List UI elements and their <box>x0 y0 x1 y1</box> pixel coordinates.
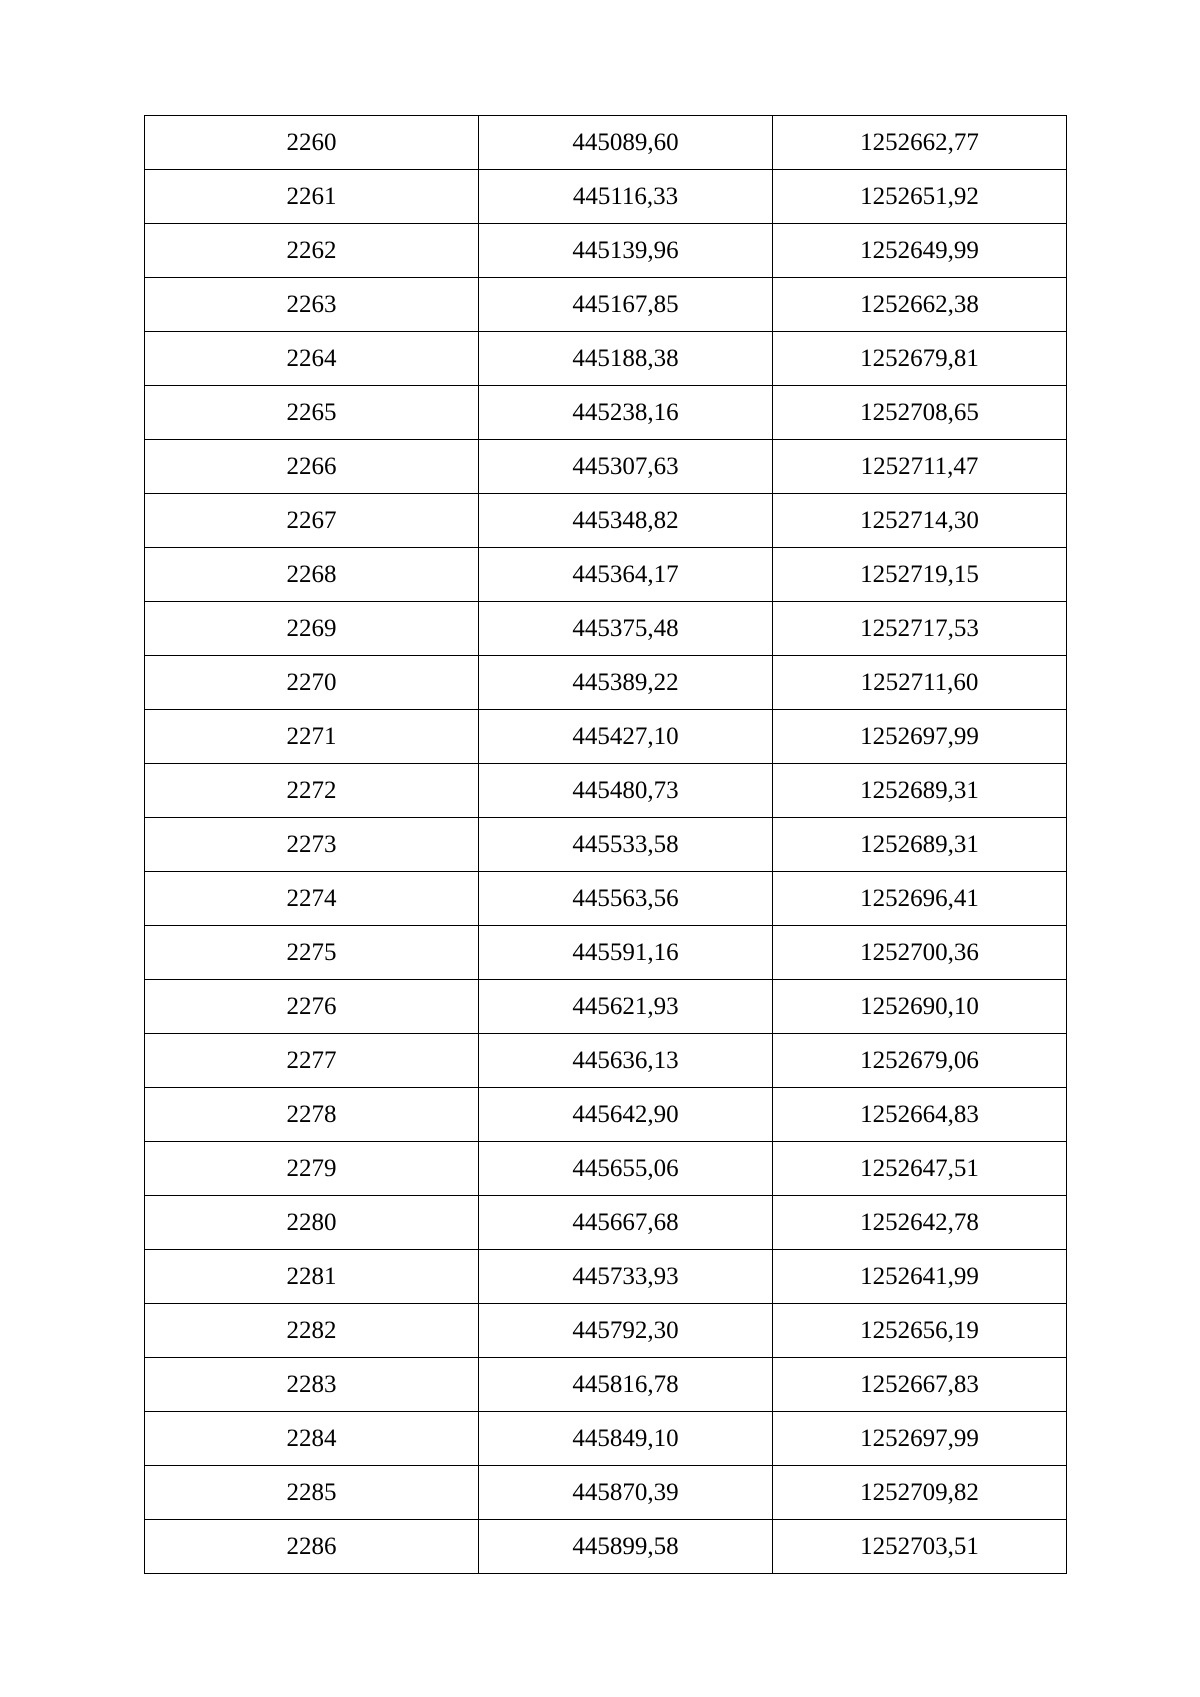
table-row <box>145 1412 1067 1466</box>
point-number-cell: 2285 <box>145 1466 479 1520</box>
point-number-cell: 2274 <box>145 872 479 926</box>
table-row <box>145 818 1067 872</box>
point-number-cell: 2266 <box>145 440 479 494</box>
y-coordinate-cell: 1252647,51 <box>773 1142 1067 1196</box>
x-coordinate-cell: 445591,16 <box>479 926 773 980</box>
point-number-cell: 2271 <box>145 710 479 764</box>
y-coordinate-cell: 1252717,53 <box>773 602 1067 656</box>
point-number-cell: 2264 <box>145 332 479 386</box>
x-coordinate-cell: 445667,68 <box>479 1196 773 1250</box>
table-row <box>145 332 1067 386</box>
table-row <box>145 1466 1067 1520</box>
point-number-cell: 2265 <box>145 386 479 440</box>
y-coordinate-cell: 1252697,99 <box>773 710 1067 764</box>
x-coordinate-cell: 445116,33 <box>479 170 773 224</box>
x-coordinate-cell: 445375,48 <box>479 602 773 656</box>
table-row <box>145 494 1067 548</box>
table-row <box>145 764 1067 818</box>
point-number-cell: 2267 <box>145 494 479 548</box>
table-row <box>145 1088 1067 1142</box>
x-coordinate-cell: 445389,22 <box>479 656 773 710</box>
y-coordinate-cell: 1252696,41 <box>773 872 1067 926</box>
x-coordinate-cell: 445348,82 <box>479 494 773 548</box>
x-coordinate-cell: 445849,10 <box>479 1412 773 1466</box>
x-coordinate-cell: 445307,63 <box>479 440 773 494</box>
y-coordinate-cell: 1252641,99 <box>773 1250 1067 1304</box>
table-row <box>145 656 1067 710</box>
x-coordinate-cell: 445563,56 <box>479 872 773 926</box>
x-coordinate-cell: 445533,58 <box>479 818 773 872</box>
table-row <box>145 980 1067 1034</box>
point-number-cell: 2270 <box>145 656 479 710</box>
x-coordinate-cell: 445816,78 <box>479 1358 773 1412</box>
table-row <box>145 710 1067 764</box>
y-coordinate-cell: 1252679,81 <box>773 332 1067 386</box>
point-number-cell: 2276 <box>145 980 479 1034</box>
table-row <box>145 170 1067 224</box>
x-coordinate-cell: 445089,60 <box>479 116 773 170</box>
point-number-cell: 2268 <box>145 548 479 602</box>
table-row <box>145 278 1067 332</box>
y-coordinate-cell: 1252679,06 <box>773 1034 1067 1088</box>
x-coordinate-cell: 445188,38 <box>479 332 773 386</box>
x-coordinate-cell: 445139,96 <box>479 224 773 278</box>
y-coordinate-cell: 1252649,99 <box>773 224 1067 278</box>
y-coordinate-cell: 1252708,65 <box>773 386 1067 440</box>
table-row <box>145 1196 1067 1250</box>
y-coordinate-cell: 1252697,99 <box>773 1412 1067 1466</box>
point-number-cell: 2263 <box>145 278 479 332</box>
x-coordinate-cell: 445733,93 <box>479 1250 773 1304</box>
point-number-cell: 2275 <box>145 926 479 980</box>
point-number-cell: 2272 <box>145 764 479 818</box>
x-coordinate-cell: 445636,13 <box>479 1034 773 1088</box>
y-coordinate-cell: 1252714,30 <box>773 494 1067 548</box>
y-coordinate-cell: 1252700,36 <box>773 926 1067 980</box>
point-number-cell: 2280 <box>145 1196 479 1250</box>
point-number-cell: 2273 <box>145 818 479 872</box>
x-coordinate-cell: 445238,16 <box>479 386 773 440</box>
point-number-cell: 2269 <box>145 602 479 656</box>
point-number-cell: 2279 <box>145 1142 479 1196</box>
y-coordinate-cell: 1252662,38 <box>773 278 1067 332</box>
x-coordinate-cell: 445480,73 <box>479 764 773 818</box>
y-coordinate-cell: 1252703,51 <box>773 1520 1067 1574</box>
table-row <box>145 116 1067 170</box>
table-row <box>145 1304 1067 1358</box>
y-coordinate-cell: 1252651,92 <box>773 170 1067 224</box>
x-coordinate-cell: 445621,93 <box>479 980 773 1034</box>
x-coordinate-cell: 445364,17 <box>479 548 773 602</box>
y-coordinate-cell: 1252656,19 <box>773 1304 1067 1358</box>
x-coordinate-cell: 445870,39 <box>479 1466 773 1520</box>
table-row <box>145 602 1067 656</box>
y-coordinate-cell: 1252662,77 <box>773 116 1067 170</box>
x-coordinate-cell: 445899,58 <box>479 1520 773 1574</box>
y-coordinate-cell: 1252667,83 <box>773 1358 1067 1412</box>
table-row <box>145 386 1067 440</box>
x-coordinate-cell: 445427,10 <box>479 710 773 764</box>
point-number-cell: 2281 <box>145 1250 479 1304</box>
table-row <box>145 872 1067 926</box>
point-number-cell: 2284 <box>145 1412 479 1466</box>
table-row <box>145 440 1067 494</box>
y-coordinate-cell: 1252664,83 <box>773 1088 1067 1142</box>
table-row <box>145 1358 1067 1412</box>
point-number-cell: 2286 <box>145 1520 479 1574</box>
y-coordinate-cell: 1252719,15 <box>773 548 1067 602</box>
point-number-cell: 2260 <box>145 116 479 170</box>
table-row <box>145 1142 1067 1196</box>
table-row <box>145 1250 1067 1304</box>
point-number-cell: 2282 <box>145 1304 479 1358</box>
point-number-cell: 2277 <box>145 1034 479 1088</box>
y-coordinate-cell: 1252709,82 <box>773 1466 1067 1520</box>
coordinates-table-body <box>145 116 1067 1574</box>
y-coordinate-cell: 1252642,78 <box>773 1196 1067 1250</box>
y-coordinate-cell: 1252711,47 <box>773 440 1067 494</box>
x-coordinate-cell: 445167,85 <box>479 278 773 332</box>
y-coordinate-cell: 1252689,31 <box>773 818 1067 872</box>
coordinates-table <box>144 115 1067 1574</box>
y-coordinate-cell: 1252711,60 <box>773 656 1067 710</box>
point-number-cell: 2278 <box>145 1088 479 1142</box>
x-coordinate-cell: 445642,90 <box>479 1088 773 1142</box>
y-coordinate-cell: 1252689,31 <box>773 764 1067 818</box>
x-coordinate-cell: 445655,06 <box>479 1142 773 1196</box>
x-coordinate-cell: 445792,30 <box>479 1304 773 1358</box>
table-row <box>145 1034 1067 1088</box>
point-number-cell: 2283 <box>145 1358 479 1412</box>
table-row <box>145 926 1067 980</box>
table-row <box>145 224 1067 278</box>
y-coordinate-cell: 1252690,10 <box>773 980 1067 1034</box>
table-row <box>145 548 1067 602</box>
table-row <box>145 1520 1067 1574</box>
point-number-cell: 2262 <box>145 224 479 278</box>
point-number-cell: 2261 <box>145 170 479 224</box>
